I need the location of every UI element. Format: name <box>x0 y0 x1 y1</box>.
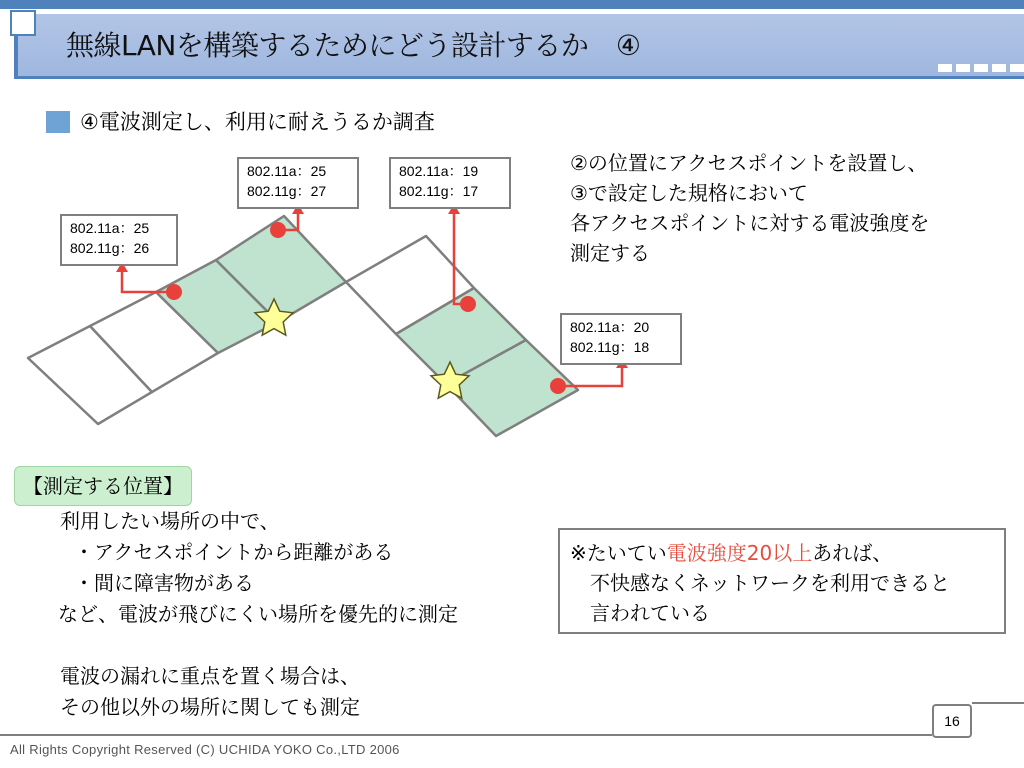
measurement-label-2 <box>237 157 359 209</box>
note-line-3: 言われている <box>590 601 710 625</box>
position-line: 電波の漏れに重点を置く場合は、 <box>60 664 360 688</box>
measurement-label-4 <box>560 313 682 365</box>
label-11a: 802.11a：25 <box>70 220 150 236</box>
description-line: ③で設定した規格において <box>570 181 808 205</box>
position-line: など、電波が飛びにくい場所を優先的に測定 <box>58 602 458 626</box>
description-line: 各アクセスポイントに対する電波強度を <box>570 211 930 235</box>
position-spacer <box>60 630 458 661</box>
position-heading: 【測定する位置】 <box>14 466 192 506</box>
measurement-point-4 <box>550 378 566 394</box>
position-body <box>60 506 458 723</box>
position-line: 利用したい場所の中で、 <box>60 509 280 533</box>
page-number: 16 <box>932 704 972 738</box>
footer-line <box>0 734 932 736</box>
label-11g: 802.11g：17 <box>399 183 479 199</box>
measurement-description <box>570 148 929 268</box>
measurement-label-3 <box>389 157 511 209</box>
measurement-point-3 <box>460 296 476 312</box>
copyright-footer: All Rights Copyright Reserved (C) UCHIDA YOKO Co.,LTD 2006 <box>10 742 400 757</box>
position-bullet: ・間に障害物がある <box>74 571 254 595</box>
label-11g: 802.11g：18 <box>570 339 650 355</box>
section-subtitle: ④電波測定し、利用に耐えうるか調査 <box>80 110 435 134</box>
label-11a: 802.11a：20 <box>570 319 650 335</box>
slide-title: 無線LANを構築するためにどう設計するか ④ <box>66 29 641 62</box>
label-11a: 802.11a：19 <box>399 163 479 179</box>
note-prefix: ※たいてい <box>570 541 667 565</box>
footer-line-right <box>972 702 1024 704</box>
note-line-1 <box>570 538 994 568</box>
position-line: その他以外の場所に関しても測定 <box>60 695 360 719</box>
note-suffix: あれば、 <box>812 541 893 565</box>
label-11g: 802.11g：26 <box>70 240 150 256</box>
measurement-point-1 <box>166 284 182 300</box>
description-line: 測定する <box>570 241 650 265</box>
label-11a: 802.11a：25 <box>247 163 327 179</box>
measurement-label-1 <box>60 214 178 266</box>
note-highlight: 電波強度20以上 <box>666 541 813 565</box>
measurement-point-2 <box>270 222 286 238</box>
description-line: ②の位置にアクセスポイントを設置し、 <box>570 151 928 175</box>
note-line-2: 不快感なくネットワークを利用できると <box>590 571 950 595</box>
signal-strength-note <box>558 528 1006 634</box>
label-11g: 802.11g：27 <box>247 183 327 199</box>
position-bullet: ・アクセスポイントから距離がある <box>74 540 394 564</box>
